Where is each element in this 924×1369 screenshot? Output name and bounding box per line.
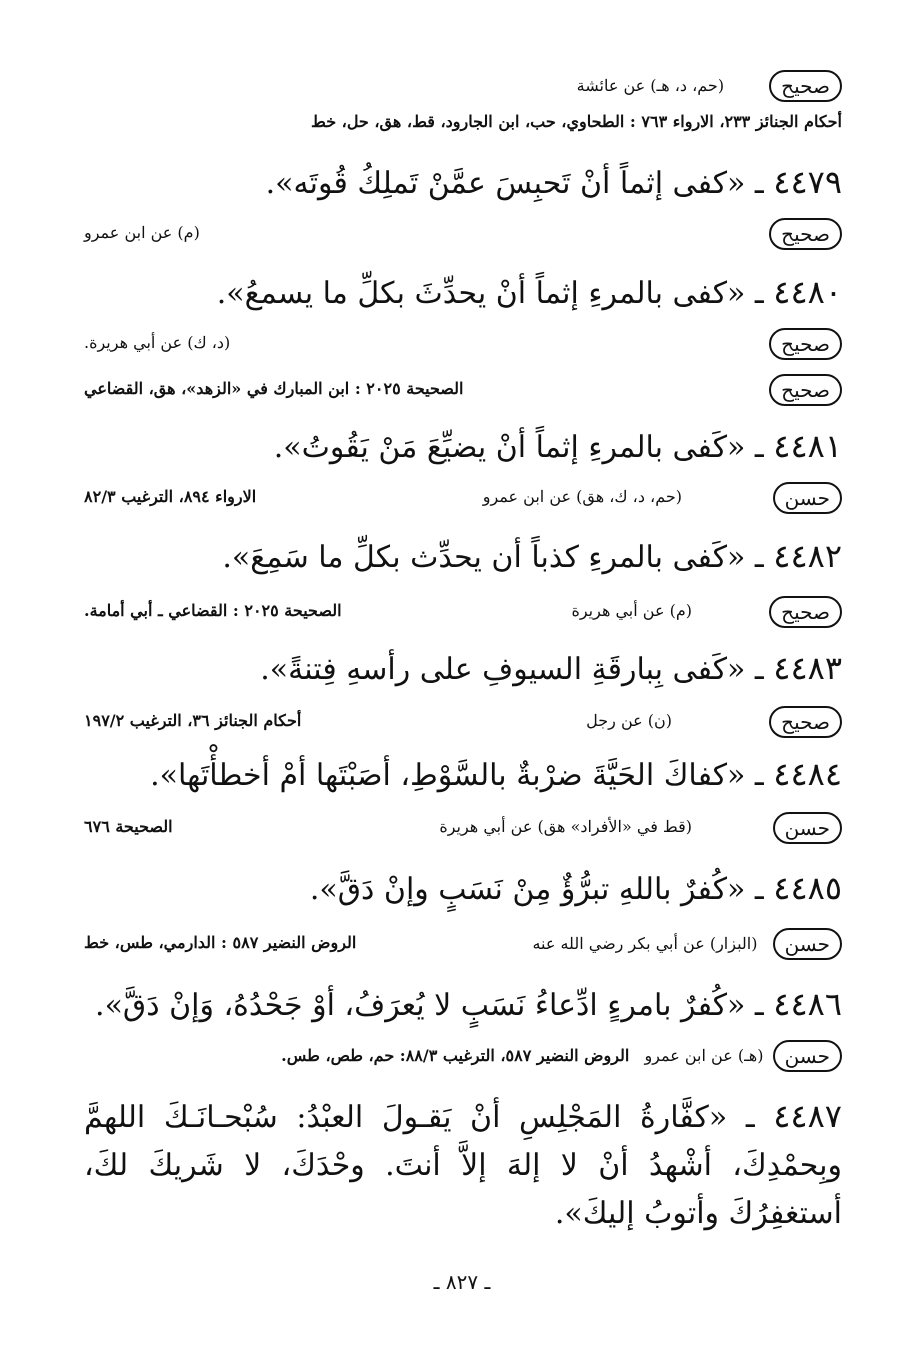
- grade-badge: حسن: [773, 482, 842, 514]
- hadith-4481-source-line: [84, 482, 842, 514]
- hadith-text: ـ «كَفى بالمرءِ إثماً أنْ يضيِّعَ مَنْ يَقُوتُ».: [273, 430, 764, 465]
- hadith-4484-source-line: [84, 812, 842, 844]
- hadith-4479: [84, 162, 842, 204]
- entry-top-source-line: [84, 70, 842, 102]
- narrator-text: (حم، د، هـ) عن عائشة: [576, 75, 725, 95]
- reference-text: الصحيحة ٦٧٦: [84, 817, 173, 836]
- hadith-4483: [84, 648, 842, 690]
- narrator-text: (م) عن أبي هريرة: [571, 601, 692, 620]
- hadith-4485-source-line: [84, 928, 842, 960]
- hadith-text: ـ «كَفى بالمرءِ كذباً أن يحدِّث بكلِّ ما سَمِعَ».: [222, 540, 764, 575]
- grade-badge: صحيح: [769, 706, 842, 738]
- reference-text: الصحيحة ٢٠٢٥ : ابن المبارك في «الزهد»، هق، القضاعي: [84, 379, 464, 398]
- hadith-4480-second-source-line: [84, 374, 842, 406]
- hadith-4481: [84, 426, 842, 468]
- hadith-4482-source-line: [84, 596, 842, 628]
- narrator-text: (قط في «الأفراد» هق) عن أبي هريرة: [439, 817, 692, 836]
- narrator-text: (البزار) عن أبي بكر رضي الله عنه: [532, 933, 758, 953]
- page-number: ـ ٨٢٧ ـ: [433, 1270, 491, 1294]
- reference-text: الروض النضير ٥٨٧ : الدارمي، طس، خط: [84, 933, 357, 952]
- reference-text: الصحيحة ٢٠٢٥ : القضاعي ـ أبي أمامة.: [84, 601, 342, 620]
- hadith-4483-source-line: [84, 706, 842, 738]
- hadith-number: ٤٤٨٢: [773, 537, 842, 575]
- hadith-4485: [84, 868, 842, 910]
- hadith-number: ٤٤٨٧: [773, 1097, 842, 1135]
- grade-badge: صحيح: [769, 70, 842, 102]
- grade-badge: حسن: [773, 928, 842, 960]
- hadith-number: ٤٤٨٦: [773, 985, 842, 1023]
- hadith-4482: [84, 536, 842, 578]
- hadith-number: ٤٤٧٩: [773, 163, 842, 201]
- narrator-text: (م) عن ابن عمرو: [84, 223, 200, 242]
- reference-text: الروض النضير ٥٨٧، الترغيب ٨٨/٣: حم، طص، طس.: [281, 1045, 630, 1065]
- narrator-text: (هـ) عن ابن عمرو: [644, 1045, 764, 1065]
- hadith-text: ـ «كفَّارةُ المَجْلِسِ أنْ يَقـولَ العبْدُ: سُبْحـانَـكَ اللهمَّ وبِحمْدِكَ، أشْهدُ أنْ لا إلهَ إلاَّ أنتَ. وحْدَكَ، لا شَريكَ لكَ، أستغفِرُكَ وأتوبُ إليكَ».: [84, 1100, 842, 1231]
- hadith-4486-source-line: [84, 1040, 842, 1072]
- narrator-text: (د، ك) عن أبي هريرة.: [84, 333, 231, 352]
- grade-badge: حسن: [773, 1040, 842, 1072]
- hadith-4487: [84, 1092, 842, 1238]
- hadith-text: ـ «كُفرٌ باللهِ تبرُّؤٌ مِنْ نَسَبٍ وإنْ دَقَّ».: [309, 872, 764, 907]
- grade-badge: صحيح: [769, 218, 842, 250]
- hadith-4480-source-line: [84, 328, 842, 360]
- hadith-4484: [84, 754, 842, 796]
- hadith-number: ٤٤٨٠: [773, 273, 842, 311]
- grade-badge: صحيح: [769, 374, 842, 406]
- narrator-text: (حم، د، ك، هق) عن ابن عمرو: [482, 487, 682, 506]
- hadith-number: ٤٤٨٣: [773, 649, 842, 687]
- hadith-number: ٤٤٨١: [773, 427, 842, 465]
- narrator-text: (ن) عن رجل: [586, 711, 672, 730]
- hadith-4480: [84, 272, 842, 314]
- hadith-text: ـ «كُفرٌ بامرءٍ ادِّعاءُ نَسَبٍ لا يُعرَفُ، أوْ جَحْدُهُ، وَإنْ دَقَّ».: [95, 988, 764, 1023]
- hadith-text: ـ «كفى بالمرءِ إثماً أنْ يحدِّثَ بكلِّ ما يسمعُ».: [216, 276, 764, 311]
- reference-text: أحكام الجنائز ٣٦، الترغيب ١٩٧/٢: [84, 711, 302, 730]
- hadith-4486: [84, 984, 842, 1026]
- grade-badge: حسن: [773, 812, 842, 844]
- hadith-text: ـ «كفاكَ الحَيَّةَ ضرْبةٌ بالسَّوْطِ، أصَبْتَها أمْ أخطأْتَها».: [150, 758, 764, 793]
- hadith-number: ٤٤٨٤: [773, 755, 842, 793]
- grade-badge: صحيح: [769, 328, 842, 360]
- grade-badge: صحيح: [769, 596, 842, 628]
- reference-text: الارواء ٨٩٤، الترغيب ٨٢/٣: [84, 487, 257, 506]
- hadith-text: ـ «كَفى بِبارقَةِ السيوفِ على رأسهِ فِتنةً».: [260, 652, 764, 687]
- entry-top-references: أحكام الجنائز ٢٣٣، الارواء ٧٦٣ : الطحاوي، حب، ابن الجارود، قط، هق، حل، خط: [311, 112, 842, 131]
- hadith-text: ـ «كفى إثماً أنْ تَحبِسَ عمَّنْ تَملِكُ قُوتَه».: [265, 166, 764, 201]
- hadith-number: ٤٤٨٥: [773, 869, 842, 907]
- hadith-4479-source-line: [84, 218, 842, 250]
